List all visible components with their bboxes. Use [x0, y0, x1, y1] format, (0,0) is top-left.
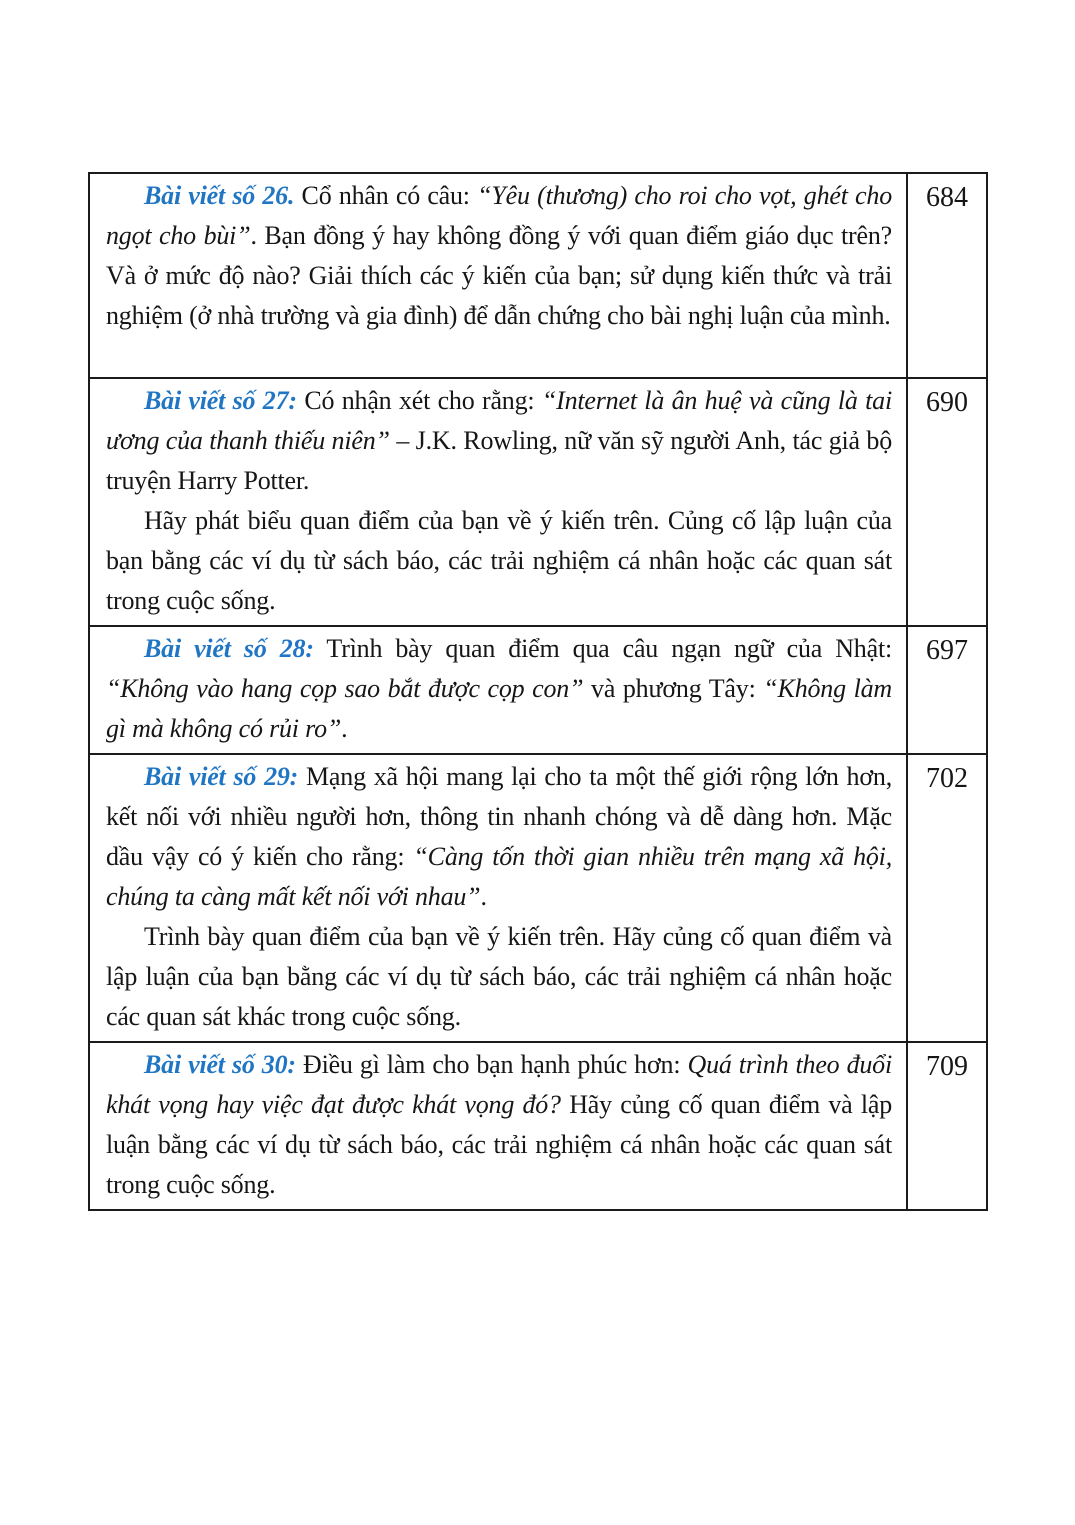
page-number-cell — [908, 379, 986, 625]
toc-row — [90, 377, 986, 625]
page-number-cell — [908, 1043, 986, 1209]
toc-row — [90, 1041, 986, 1209]
page-number: 690 — [926, 387, 968, 418]
toc-row — [90, 174, 986, 377]
entry-text: Điều gì làm cho bạn hạnh phúc hơn: — [295, 1050, 688, 1079]
entry-quote-text: Quá trình theo đuổi khát vọng hay việc đạt được khát vọng đó? — [106, 1050, 893, 1119]
entry-quote-text: “Không làm gì mà không có rủi ro” — [106, 674, 892, 743]
page-number-cell — [908, 755, 986, 1041]
entry-cell — [90, 379, 908, 625]
page-number-cell — [908, 174, 986, 377]
entry-text: Mạng xã hội mang lại cho ta một thế giới rộng lớn hơn, kết nối với nhiều người hơn, thông tin nhanh chóng và dễ dàng hơn. Mặc dầu vậy có ý kiến cho rằng: — [106, 762, 892, 871]
entry-paragraph — [106, 501, 892, 621]
toc-row — [90, 625, 986, 753]
entry-cell — [90, 1043, 908, 1209]
entry-paragraph — [106, 629, 892, 749]
entry-text: Hãy củng cố quan điểm và lập luận bằng các ví dụ từ sách báo, các trải nghiệm cá nhân hoặc các quan sát trong cuộc sống. — [106, 1090, 892, 1199]
entry-cell — [90, 755, 908, 1041]
entry-text: – J.K. Rowling, nữ văn sỹ người Anh, tác giả bộ truyện Harry Potter. — [106, 426, 892, 495]
toc-row — [90, 753, 986, 1041]
entry-text: . — [480, 882, 487, 911]
entry-title: Bài viết số 29: — [144, 762, 299, 791]
entry-title: Bài viết số 28: — [144, 634, 314, 663]
entry-text: Hãy phát biểu quan điểm của bạn về ý kiến trên. Củng cố lập luận của bạn bằng các ví dụ từ sách báo, các trải nghiệm cá nhân hoặc các quan sát trong cuộc sống. — [106, 506, 892, 615]
entry-quote-text: “Không vào hang cọp sao bắt được cọp con” — [106, 674, 584, 703]
page-number: 684 — [926, 182, 968, 213]
toc-table — [88, 172, 988, 1211]
entry-cell — [90, 627, 908, 753]
entry-quote-text: “Yêu (thương) cho roi cho vọt, ghét cho ngọt cho bùi” — [106, 181, 893, 250]
entry-paragraph — [106, 757, 892, 917]
entry-text: Cổ nhân có câu: — [294, 181, 478, 210]
entry-text: Trình bày quan điểm của bạn về ý kiến trên. Hãy củng cố quan điểm và lập luận của bạn bằng các ví dụ từ sách báo, các trải nghiệm cá nhân hoặc các quan sát khác trong cuộc sống. — [106, 922, 892, 1031]
entry-cell — [90, 174, 908, 377]
entry-title: Bài viết số 30: — [144, 1050, 296, 1079]
entry-paragraph — [106, 381, 892, 501]
entry-paragraph — [106, 176, 892, 336]
entry-quote-text: “Internet là ân huệ và cũng là tai ương của thanh thiếu niên” — [106, 386, 893, 455]
entry-title: Bài viết số 26. — [144, 181, 295, 210]
entry-paragraph — [106, 917, 892, 1037]
entry-text: . — [341, 714, 348, 743]
entry-quote-text: “Càng tốn thời gian nhiều trên mạng xã hội, chúng ta càng mất kết nối với nhau” — [106, 842, 892, 911]
entry-text: . Bạn đồng ý hay không đồng ý với quan điểm giáo dục trên? Và ở mức độ nào? Giải thích các ý kiến của bạn; sử dụng kiến thức và trải nghiệm (ở nhà trường và gia đình) để dẫn chứng cho bài nghị luận của mình. — [106, 221, 892, 330]
page-number: 702 — [926, 763, 968, 794]
entry-title: Bài viết số 27: — [144, 386, 297, 415]
entry-paragraph — [106, 1045, 892, 1205]
page-number: 709 — [926, 1051, 968, 1082]
entry-text: và phương Tây: — [583, 674, 764, 703]
page-number: 697 — [926, 635, 968, 666]
page-number-cell — [908, 627, 986, 753]
entry-text: Trình bày quan điểm qua câu ngạn ngữ của Nhật: — [313, 634, 892, 663]
entry-text: Có nhận xét cho rằng: — [296, 386, 542, 415]
